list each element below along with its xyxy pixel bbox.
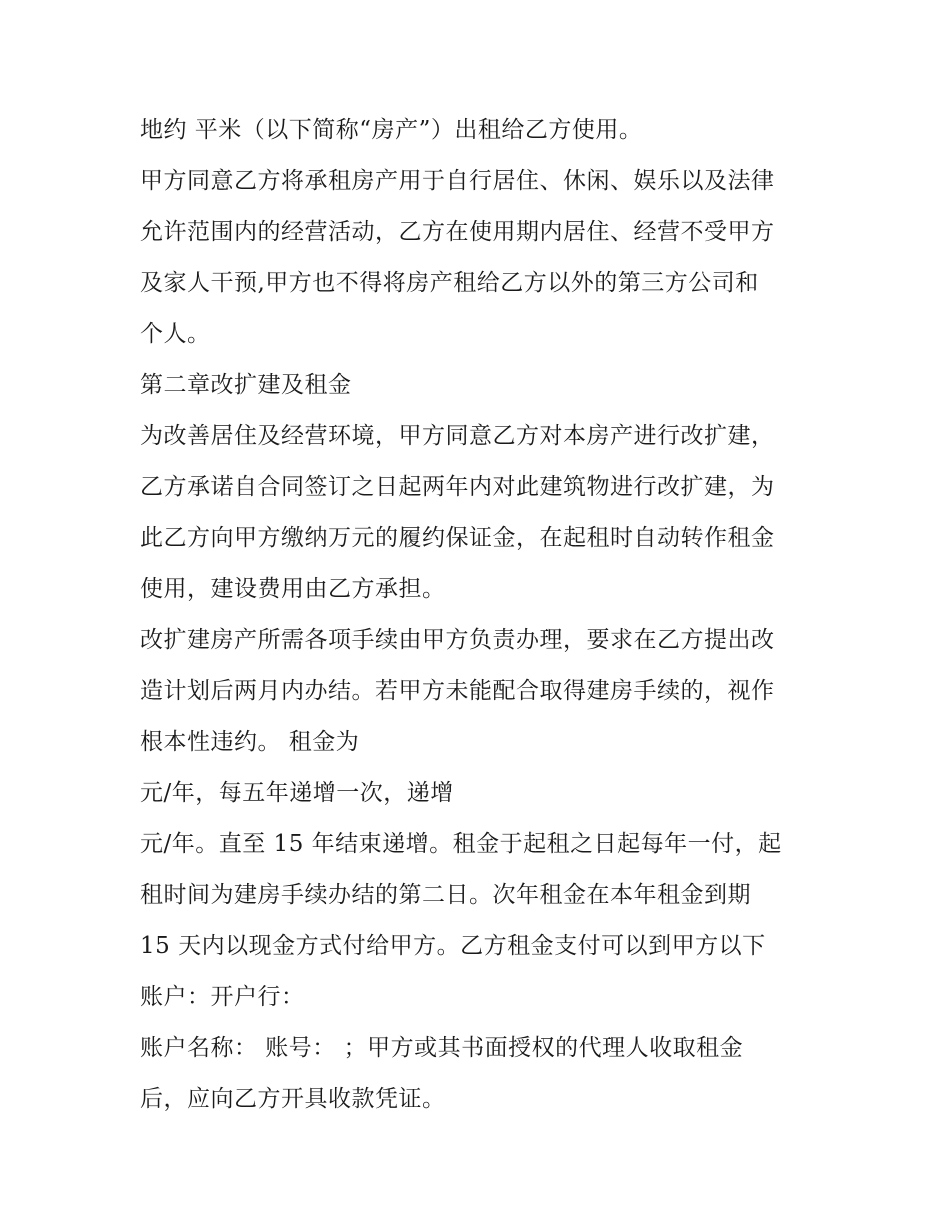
text-line: 账户名称： 账号： ；甲方或其书面授权的代理人收取租金	[140, 1035, 744, 1061]
text-line: 及家人干预,甲方也不得将房产租给乙方以外的第三方公司和	[140, 270, 759, 296]
chapter-heading: 第二章改扩建及租金	[140, 372, 352, 398]
text-line: 使用，建设费用由乙方承担。	[140, 576, 446, 602]
document-body	[140, 105, 820, 1125]
text-line: 根本性违约。 租金为	[140, 729, 360, 755]
text-line: 乙方承诺自合同签订之日起两年内对此建筑物进行改扩建，为	[140, 474, 775, 500]
text-line: 账户：开户行：	[140, 984, 305, 1010]
text-line: 允许范围内的经营活动，乙方在使用期内居住、经营不受甲方	[140, 219, 775, 245]
text-line: 个人。	[140, 321, 211, 347]
text-line: 15 天内以现金方式付给甲方。乙方租金支付可以到甲方以下	[140, 933, 766, 959]
text-line: 甲方同意乙方将承租房产用于自行居住、休闲、娱乐以及法律	[140, 168, 775, 194]
text-line: 为改善居住及经营环境，甲方同意乙方对本房产进行改扩建，	[140, 423, 775, 449]
text-line: 租时间为建房手续办结的第二日。次年租金在本年租金到期	[140, 882, 751, 908]
text-line: 此乙方向甲方缴纳万元的履约保证金，在起租时自动转作租金	[140, 525, 775, 551]
text-line: 后，应向乙方开具收款凭证。	[140, 1086, 446, 1112]
text-line: 改扩建房产所需各项手续由甲方负责办理，要求在乙方提出改	[140, 627, 775, 653]
text-line: 元/年。直至 15 年结束递增。租金于起租之日起每年一付，起	[140, 831, 782, 857]
text-line: 元/年，每五年递增一次，递增	[140, 780, 454, 806]
text-line: 地约 平米（以下简称“房产”）出租给乙方使用。	[140, 117, 643, 143]
text-line: 造计划后两月内办结。若甲方未能配合取得建房手续的，视作	[140, 678, 775, 704]
